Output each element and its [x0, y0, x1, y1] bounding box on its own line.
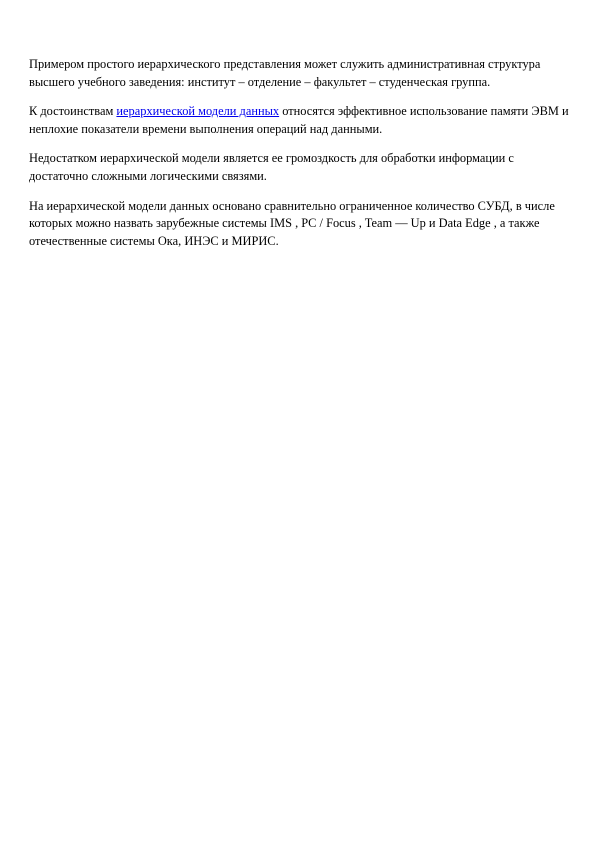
- paragraph-advantages-rest: относятся эффективное использование памяти ЭВМ и неплохие показатели времени выполнения операций над данными.: [29, 104, 569, 136]
- paragraph-disadvantages: Недостатком иерархической модели является ее громоздкость для обработки информации с достаточно сложными логическими связями.: [29, 151, 514, 183]
- paragraph-advantages-lead: К достоинствам: [29, 104, 117, 119]
- paragraph-example-structure: Примером простого иерархического представления может служить административная структура высшего учебного заведения: институт – отделение – факультет – студенческая группа.: [29, 57, 541, 89]
- paragraph-advantages: [29, 103, 571, 138]
- hierarchical-model-link[interactable]: иерархической модели данных: [116, 104, 280, 119]
- document-body: [29, 56, 571, 262]
- paragraph-dbms-systems: На иерархической модели данных основано сравнительно ограниченное количество СУБД, в числе которых можно назвать зарубежные системы IMS , PC / Focus , Team — Up и Data Edge , а также отечественные системы Ока, ИНЭС и МИРИС.: [29, 198, 555, 248]
